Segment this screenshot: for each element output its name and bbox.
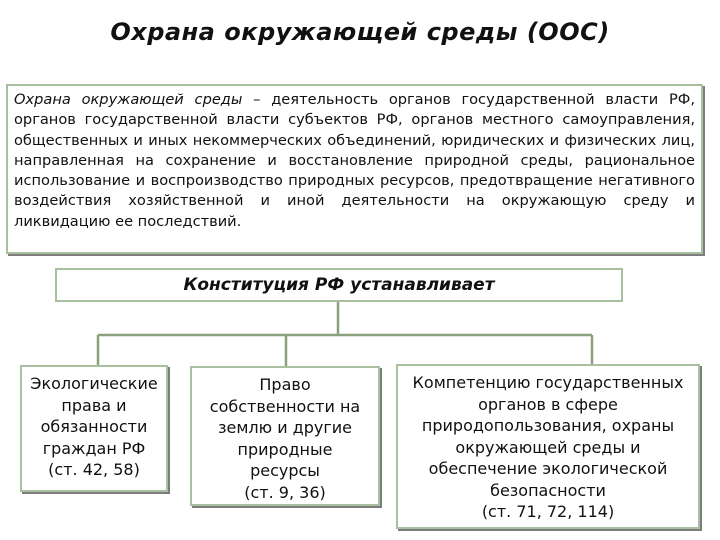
branch-line: обязанности xyxy=(40,417,148,436)
branch-line: окружающей среды и xyxy=(455,437,641,457)
branch-ecological-rights xyxy=(20,365,168,492)
branch-line: землю и другие xyxy=(217,418,353,437)
definition-text: – деятельность органов государственной власти РФ, органов государственной власти субъектов РФ, органов местного самоуправления, общественных и иных некоммерческих объединений, юридических и физических лиц, направленная на сохранение и восстановление природной среды, рациональное использование и воспроизводство природных ресурсов, предотвращение негативного воздействия хозяйственной и иной деятельности на окружающую среду и ликвидацию ее последствий. xyxy=(14,91,695,230)
branch-line: Экологические xyxy=(30,374,158,393)
branch-line: (ст. 71, 72, 114) xyxy=(481,502,615,521)
constitution-label: Конституция РФ устанавливает xyxy=(183,275,495,295)
branch-line: природные xyxy=(237,439,333,459)
branch-line: граждан РФ xyxy=(42,438,146,458)
branch-line: (ст. 42, 58) xyxy=(48,460,140,479)
branch-line: Право xyxy=(259,375,311,394)
branch-line: Компетенцию государственных xyxy=(412,373,684,392)
branch-line: природопользования, охраны xyxy=(421,416,675,435)
branch-state-competence xyxy=(396,364,700,529)
branch-line: органов в сфере xyxy=(478,394,618,414)
branch-line: собственности на xyxy=(209,396,361,416)
branch-line: обеспечение экологической xyxy=(428,459,668,478)
branch-line: ресурсы xyxy=(250,461,320,480)
branch-property-rights xyxy=(190,366,380,506)
branch-line: права и xyxy=(61,395,127,415)
branch-line: (ст. 9, 36) xyxy=(244,482,326,502)
definition-term: Охрана окружающей среды xyxy=(14,91,243,108)
page-title: Охрана окружающей среды (ООС) xyxy=(110,18,610,46)
branch-line: безопасности xyxy=(490,480,606,500)
